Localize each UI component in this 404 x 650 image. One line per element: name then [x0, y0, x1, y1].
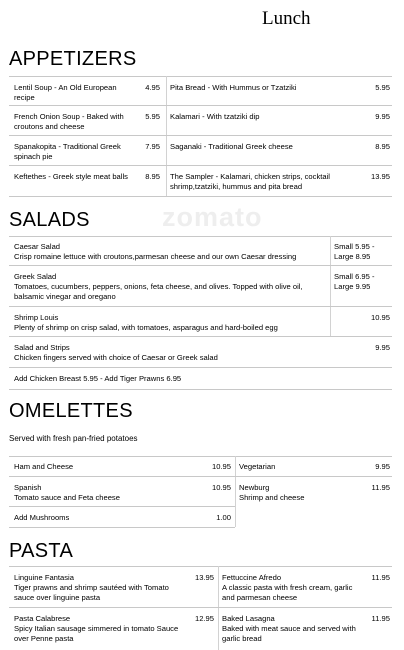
zomato-watermark: zomato — [162, 202, 263, 232]
omelettes-heading: OMELETTES — [9, 400, 133, 422]
item-desc: Shrimp and cheese — [239, 493, 305, 502]
divider — [9, 389, 392, 390]
divider — [9, 527, 235, 528]
divider — [9, 367, 392, 368]
item-price: 7.95 — [145, 142, 160, 151]
item-name-cont: croutons and cheese — [14, 122, 85, 131]
item-price: 8.95 — [145, 172, 160, 181]
item-price: 9.95 — [375, 462, 390, 471]
divider — [235, 476, 392, 477]
item-price: 5.95 — [145, 112, 160, 121]
item-desc: A classic pasta with fresh cream, garlic — [222, 583, 353, 592]
item-price: 13.95 — [370, 172, 390, 181]
item-name: Fettuccine Afredo — [222, 573, 282, 582]
item-price: 10.95 — [211, 483, 231, 492]
item-name: Pasta Calabrese — [14, 614, 71, 623]
omelettes-subtitle: Served with fresh pan-fried potatoes — [9, 434, 138, 443]
column-divider — [235, 456, 236, 527]
divider — [9, 236, 392, 237]
item-desc-cont: sauce over linguine pasta — [14, 593, 101, 602]
item-name-cont: spinach pie — [14, 152, 53, 161]
item-desc-cont: garlic bread — [222, 634, 262, 643]
item-desc: Chicken fingers served with choice of Caesar or Greek salad — [14, 353, 218, 362]
item-name: Newburg — [239, 483, 270, 492]
item-name: Vegetarian — [239, 462, 276, 471]
item-name: Linguine Fantasia — [14, 573, 74, 582]
item-name: Salad and Strips — [14, 343, 70, 352]
item-name: Kalamari - With tzatziki dip — [170, 112, 260, 121]
divider — [9, 76, 392, 77]
pasta-heading: PASTA — [9, 540, 74, 562]
item-price: 1.00 — [216, 513, 231, 522]
item-desc: Tomato sauce and Feta cheese — [14, 493, 120, 502]
divider — [166, 135, 392, 136]
divider — [9, 566, 392, 567]
column-divider — [330, 236, 331, 336]
column-divider — [166, 76, 167, 196]
item-name: Greek Salad — [14, 272, 57, 281]
item-name-cont: shrimp,tzatziki, hummus and pita bread — [170, 182, 303, 191]
item-desc-cont: over Penne pasta — [14, 634, 74, 643]
item-name: Keftethes - Greek style meat balls — [14, 172, 128, 181]
item-price: 10.95 — [370, 313, 390, 322]
item-price: 8.95 — [375, 142, 390, 151]
item-desc-cont: and parmesan cheese — [222, 593, 298, 602]
item-name: Lentil Soup - An Old European — [14, 83, 117, 92]
divider — [9, 196, 392, 197]
item-price: 11.95 — [371, 614, 390, 623]
item-price: 13.95 — [194, 573, 214, 582]
divider — [9, 265, 392, 266]
item-desc-cont: balsamic vinegar and oregano — [14, 292, 116, 301]
item-price: 5.95 — [375, 83, 390, 92]
item-price: 10.95 — [211, 462, 231, 471]
item-price: Small 6.95 - — [334, 272, 375, 281]
column-divider — [218, 566, 219, 650]
item-price-cont: Large 9.95 — [334, 282, 371, 291]
salads-heading: SALADS — [9, 209, 90, 231]
divider — [9, 105, 166, 106]
appetizers-heading: APPETIZERS — [9, 48, 137, 70]
divider — [9, 336, 392, 337]
item-price-cont: Large 8.95 — [334, 252, 371, 261]
item-price: 4.95 — [145, 83, 160, 92]
item-name: Ham and Cheese — [14, 462, 74, 471]
page-title: Lunch — [262, 8, 311, 29]
item-desc: Tomatoes, cucumbers, peppers, onions, feta cheese, and olives. Topped with olive oil, — [14, 282, 303, 291]
item-price: 9.95 — [375, 112, 390, 121]
divider — [9, 135, 166, 136]
item-price: 9.95 — [375, 343, 390, 352]
divider — [9, 506, 235, 507]
divider — [166, 165, 392, 166]
item-name-cont: recipe — [14, 93, 35, 102]
divider — [9, 306, 392, 307]
item-name: Spanish — [14, 483, 42, 492]
divider — [9, 607, 392, 608]
item-desc: Baked with meat sauce and served with — [222, 624, 356, 633]
item-name: Add Mushrooms — [14, 513, 70, 522]
item-name: Spanakopita - Traditional Greek — [14, 142, 121, 151]
item-price: Small 5.95 - — [334, 242, 375, 251]
item-price: 11.95 — [371, 573, 390, 582]
item-name: Baked Lasagna — [222, 614, 275, 623]
salad-addon: Add Chicken Breast 5.95 - Add Tiger Prawns 6.95 — [14, 374, 182, 383]
divider — [166, 105, 392, 106]
item-desc: Tiger prawns and shrimp sautéed with Tomato — [14, 583, 169, 592]
item-desc: Crisp romaine lettuce with croutons,parmesan cheese and our own Caesar dressing — [14, 252, 297, 261]
item-name: Caesar Salad — [14, 242, 61, 251]
item-name: Shrimp Louis — [14, 313, 59, 322]
item-desc: Spicy Italian sausage simmered in tomato Sauce — [14, 624, 179, 633]
item-price: 11.95 — [371, 483, 390, 492]
item-name: The Sampler - Kalamari, chicken strips, cocktail — [170, 172, 330, 181]
item-name: French Onion Soup - Baked with — [14, 112, 124, 121]
item-price: 12.95 — [194, 614, 214, 623]
item-name: Pita Bread - With Hummus or Tzatziki — [170, 83, 297, 92]
divider — [9, 476, 235, 477]
item-name: Saganaki - Traditional Greek cheese — [170, 142, 293, 151]
divider — [9, 456, 392, 457]
divider — [9, 165, 166, 166]
item-desc: Plenty of shrimp on crisp salad, with tomatoes, asparagus and hard-boiled egg — [14, 323, 278, 332]
